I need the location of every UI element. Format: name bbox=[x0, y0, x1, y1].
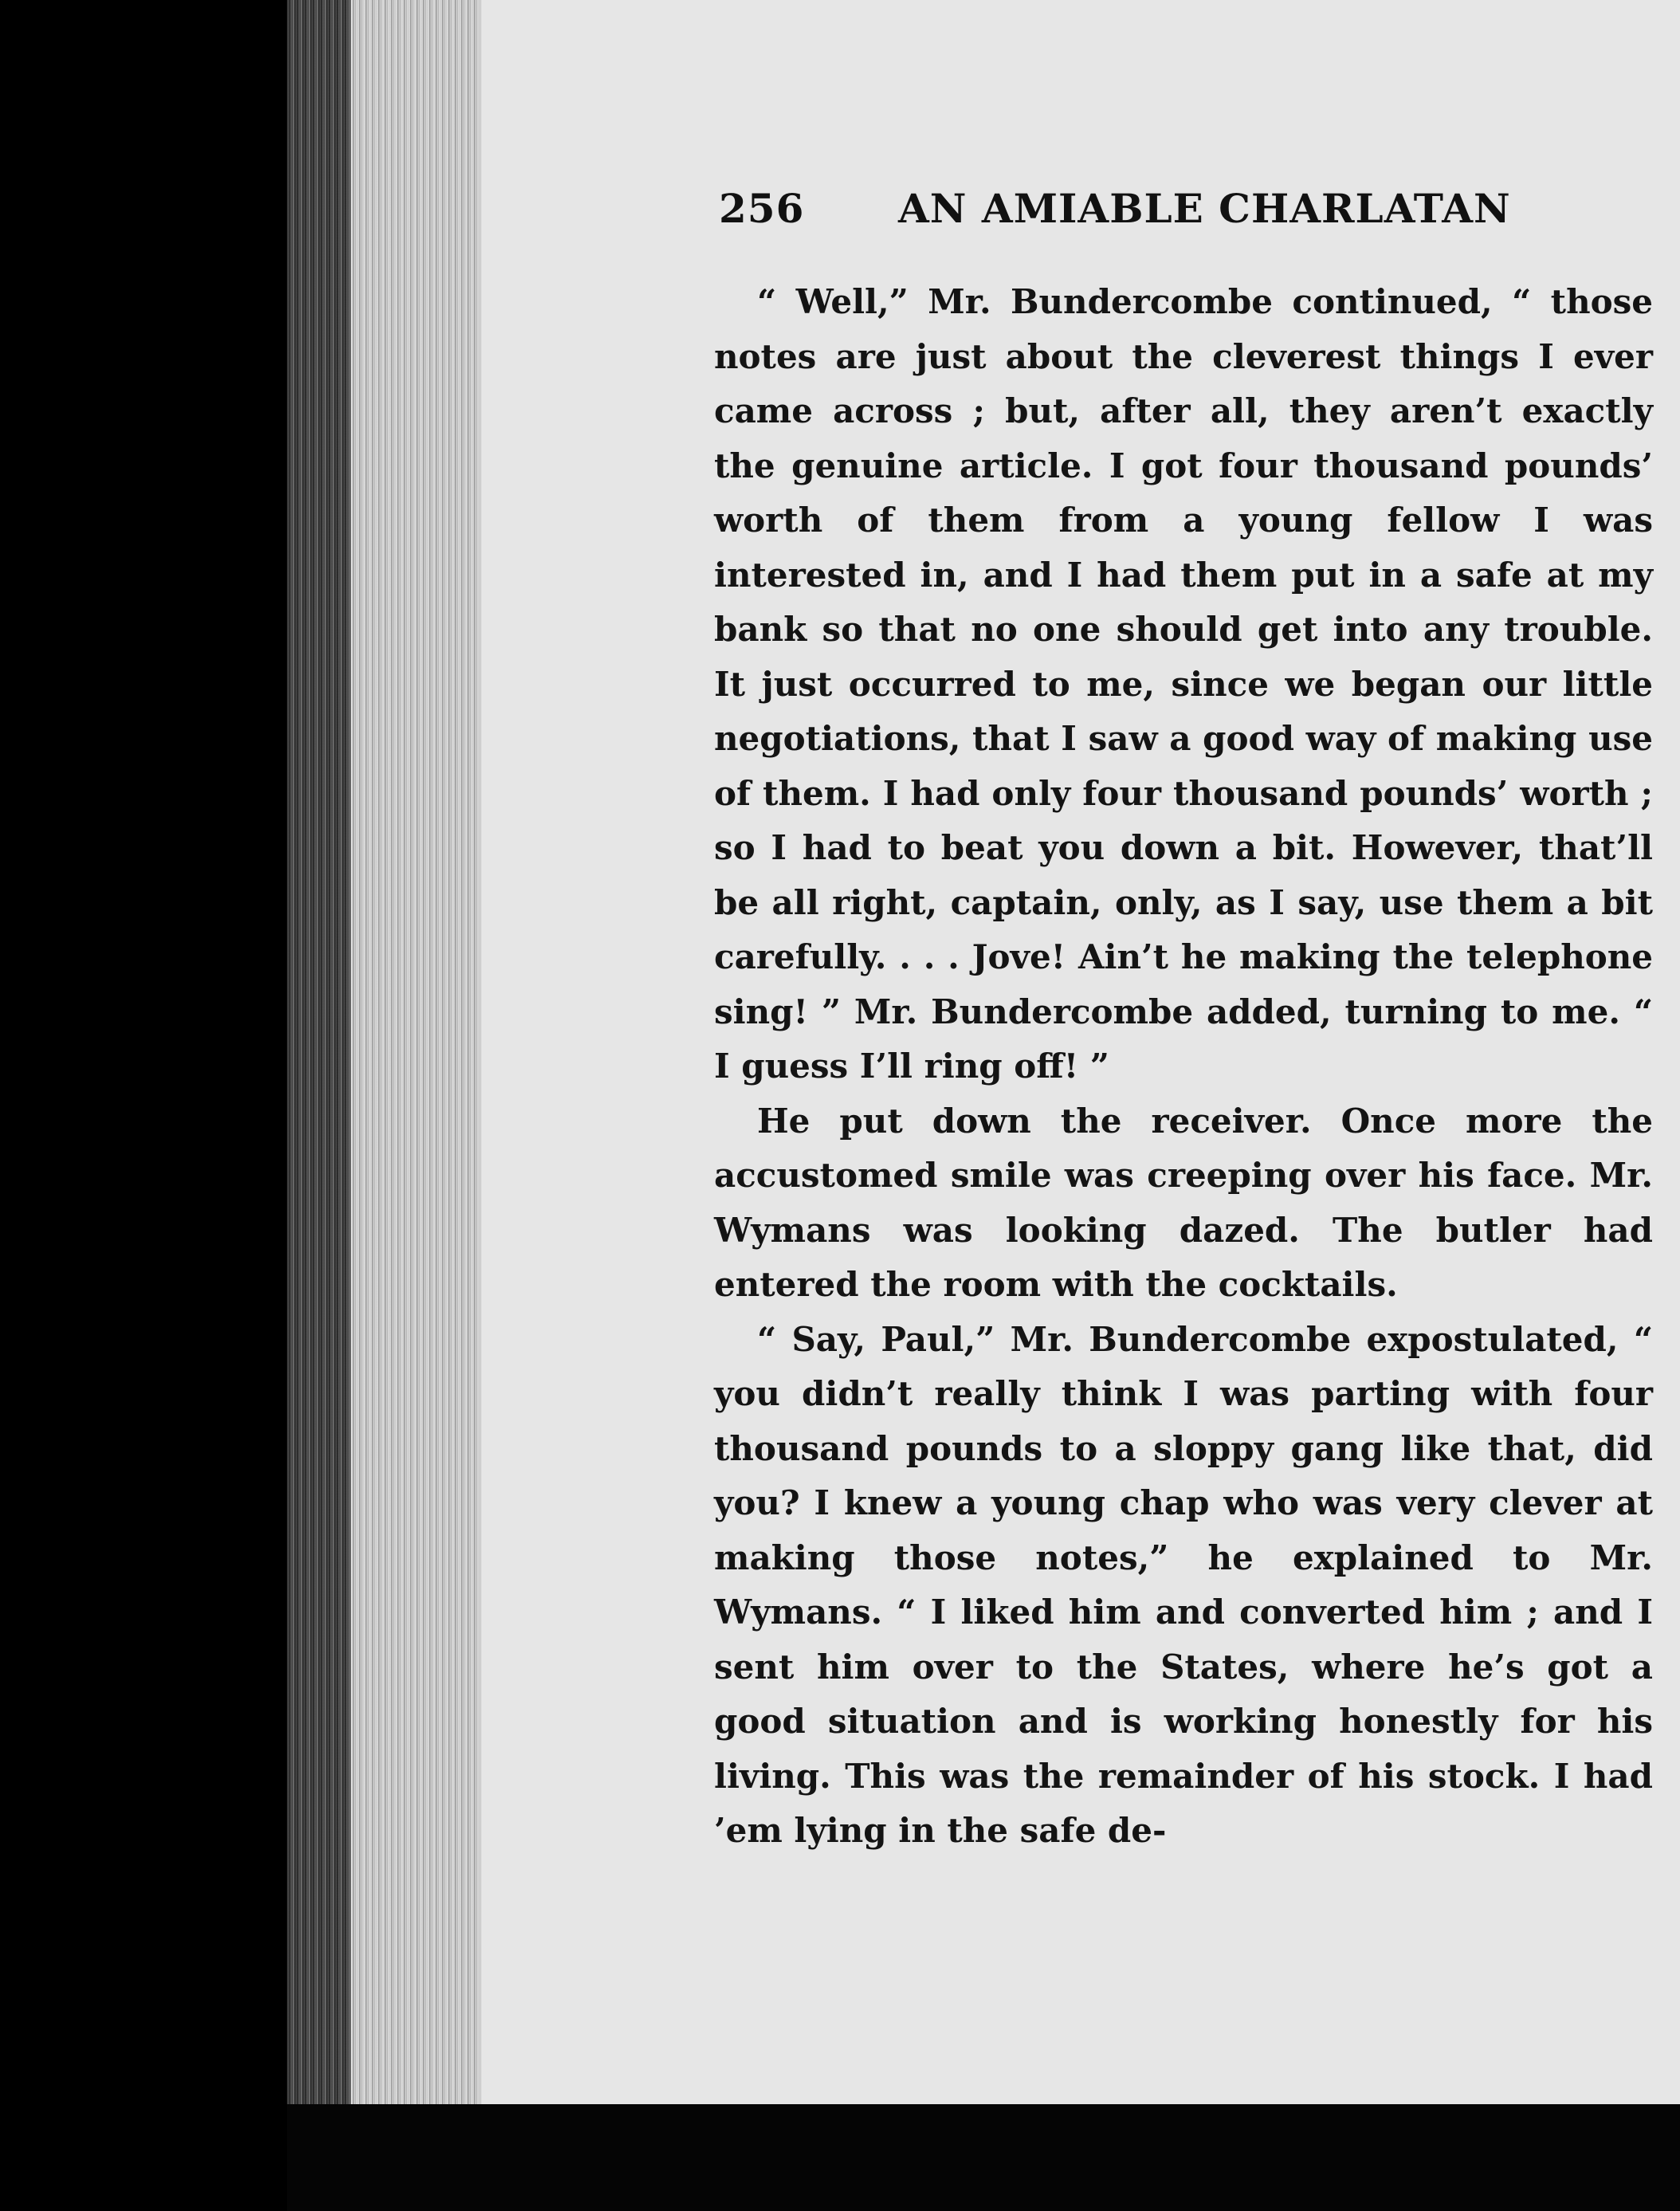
page-number: 256 bbox=[719, 185, 805, 232]
book-page bbox=[478, 0, 1680, 2104]
body-text bbox=[714, 275, 1653, 1859]
paragraph-3: “ Say, Paul,” Mr. Bundercombe expostulated, “ you didn’t really think I was parting with four thousand pounds to a sloppy gang like that, did you? I knew a young chap who was very clever at making those notes,” he explained to Mr. Wymans. “ I liked him and converted him ; and I sent him over to the States, where he’s got a good situation and is working honestly for his living. This was the remainder of his stock. I had ’em lying in the safe de- bbox=[714, 1319, 1653, 1850]
running-head bbox=[719, 185, 1675, 232]
paragraph-1: “ Well,” Mr. Bundercombe continued, “ those notes are just about the cleverest things I ever came across ; but, after all, they aren’t exactly the genuine article. I got four thousand pounds’ worth of them from a young fellow I was interested in, and I had them put in a safe at my bank so that no one should get into any trouble. It just occurred to me, since we began our little negotiations, that I saw a good way of making use of them. I had only four thousand pounds’ worth ; so I had to beat you down a bit. However, that’ll be all right, captain, only, as I say, use them a bit carefully. . . . Jove! Ain’t he making the telephone sing! ” Mr. Bundercombe added, turning to me. “ I guess I’ll ring off! ” bbox=[714, 282, 1653, 1086]
bottom-shadow bbox=[287, 2104, 1680, 2211]
paragraph-2: He put down the receiver. Once more the accustomed smile was creeping over his face. Mr. Wymans was looking dazed. The butler had entered the room with the cocktails. bbox=[714, 1101, 1653, 1304]
book-title: AN AMIABLE CHARLATAN bbox=[898, 185, 1511, 232]
page-edges-light bbox=[351, 0, 486, 2120]
